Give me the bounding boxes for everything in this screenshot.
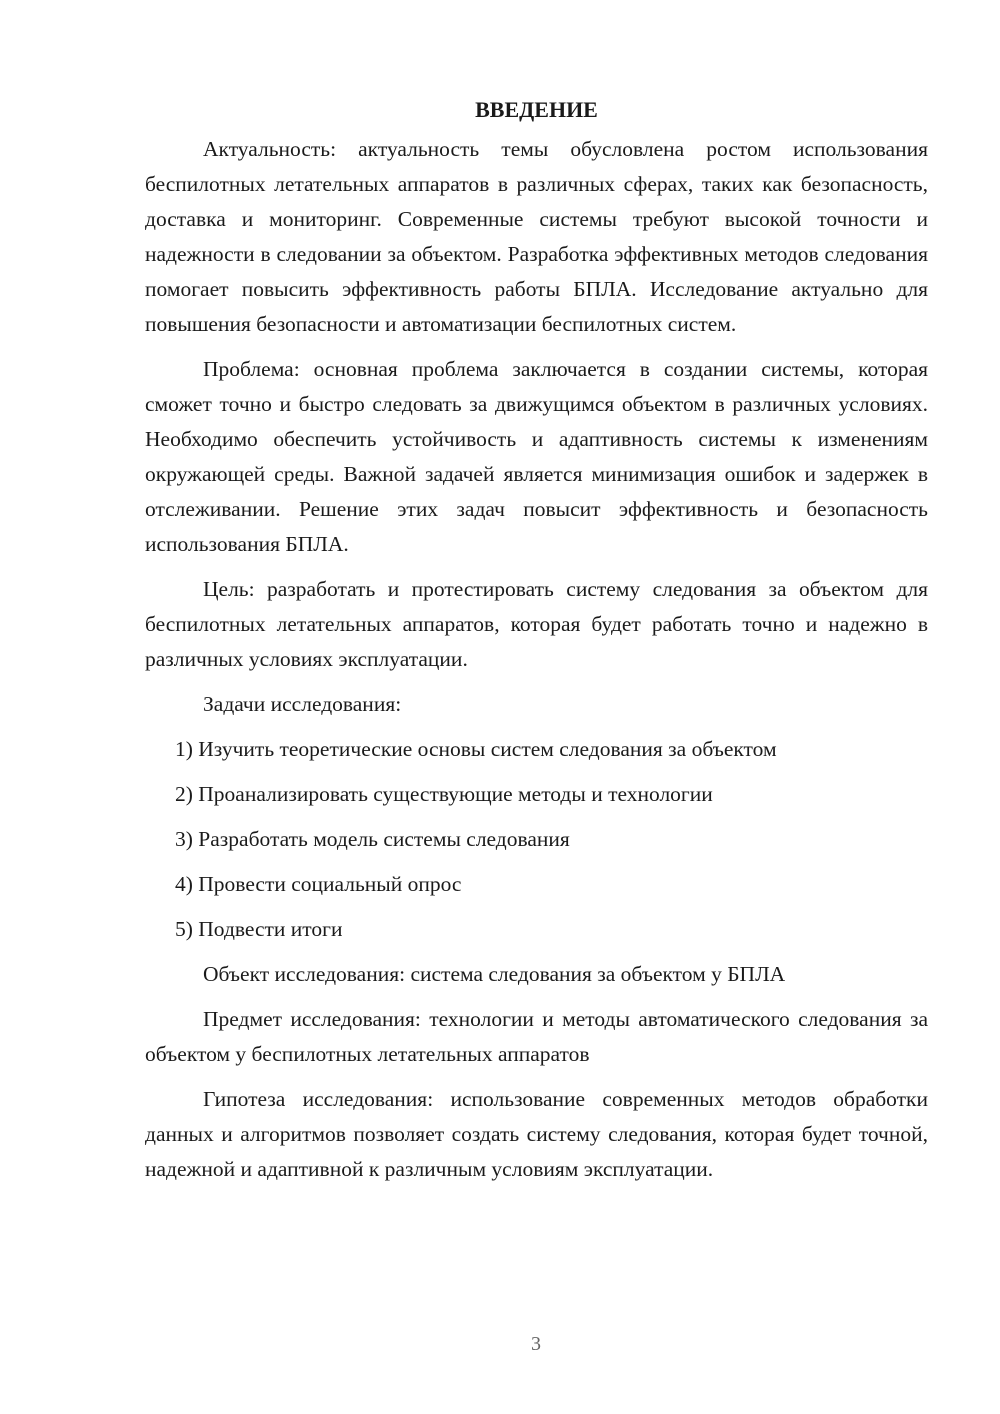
object-paragraph: Объект исследования: система следования за объектом у БПЛА [203,962,786,986]
relevance-paragraph: Актуальность: актуальность темы обусловлена ростом использования беспилотных летательных аппаратов в различных сферах, таких как безопасность, доставка и мониторинг. Современные системы требуют высокой точности и надежности в следовании за объектом. Разработка эффективных методов следования помогает повысить эффективность работы БПЛА. Исследование актуально для повышения безопасности и автоматизации беспилотных систем. [145,137,928,336]
hypothesis-paragraph: Гипотеза исследования: использование современных методов обработки данных и алгоритмов позволяет создать систему следования, которая будет точной, надежной и адаптивной к различным условиям эксплуатации. [145,1087,928,1181]
tasks-heading: Задачи исследования: [203,692,402,716]
problem-paragraph: Проблема: основная проблема заключается в создании системы, которая сможет точно и быстро следовать за движущимся объектом в различных условиях. Необходимо обеспечить устойчивость и адаптивность системы к изменениям окружающей среды. Важной задачей является минимизация ошибок и задержек в отслеживании. Решение этих задач повысит эффективность и безопасность использования БПЛА. [145,357,928,556]
page-number: 3 [531,1333,541,1355]
task-item: 5) Подвести итоги [175,917,343,941]
task-item: 1) Изучить теоретические основы систем следования за объектом [175,737,777,761]
document-page [145,92,928,1197]
task-item: 4) Провести социальный опрос [175,872,462,896]
subject-paragraph: Предмет исследования: технологии и методы автоматического следования за объектом у беспилотных летательных аппаратов [145,1007,928,1066]
task-item: 2) Проанализировать существующие методы и технологии [175,782,713,806]
goal-paragraph: Цель: разработать и протестировать систему следования за объектом для беспилотных летательных аппаратов, которая будет работать точно и надежно в различных условиях эксплуатации. [145,577,928,671]
tasks-list [145,732,928,947]
page-title: ВВЕДЕНИЕ [475,97,598,122]
task-item: 3) Разработать модель системы следования [175,827,570,851]
